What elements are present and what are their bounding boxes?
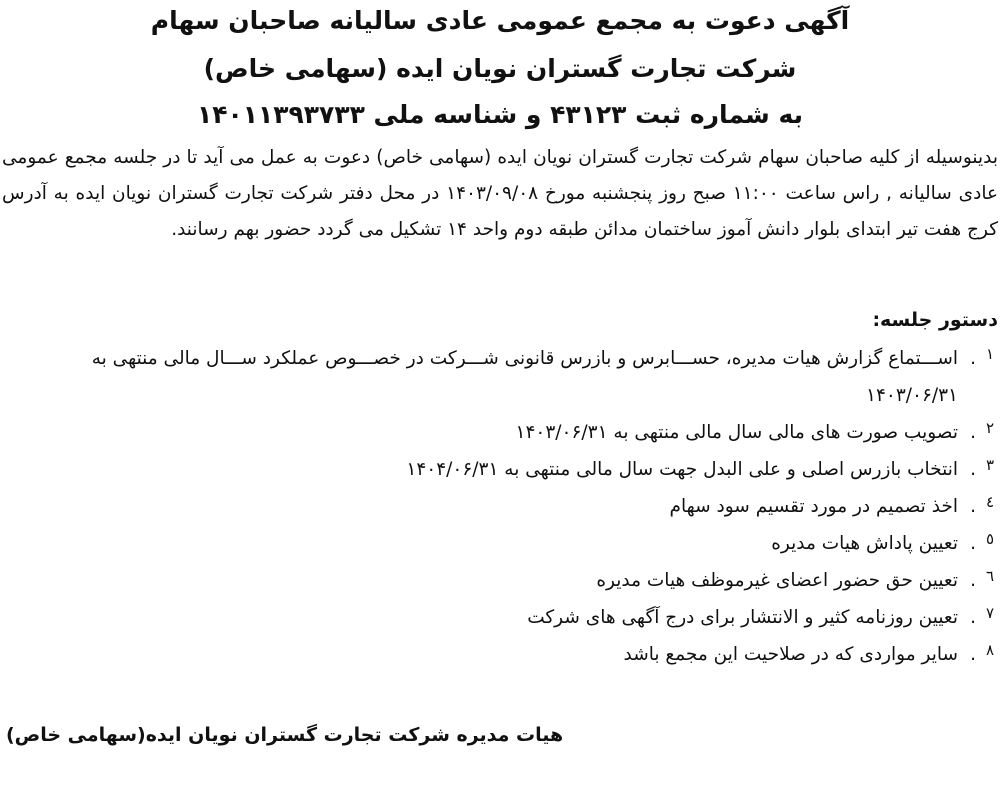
- agenda-item: ٤ . اخذ تصمیم در مورد تقسیم سود سهام: [8, 488, 998, 525]
- agenda-item-number: ۳: [985, 456, 994, 474]
- agenda-item: ۳ . انتخاب بازرس اصلی و علی البدل جهت سال مالی منتهی به ۱۴۰۴/۰۶/۳۱: [8, 451, 998, 488]
- agenda-item-text: تعیین روزنامه کثیر و الانتشار برای درج آگهی های شرکت: [527, 607, 958, 628]
- agenda-item: ۲ . تصویب صورت های مالی سال مالی منتهی به ۱۴۰۳/۰۶/۳۱: [8, 414, 998, 451]
- agenda-item-number: ٥: [985, 530, 994, 548]
- registration-info: به شماره ثبت ۴۳۱۲۳ و شناسه ملی ۱۴۰۱۱۳۹۳۷۳۳: [196, 100, 804, 129]
- agenda-item-number: ۱: [985, 345, 994, 363]
- agenda-item: ۱ . اســـتماع گزارش هیات مدیره، حســـابرس و بازرس قانونی شـــرکت در خصـــوص عملکرد ســـال مالی منتهی به ۱۴۰۳/۰۶/۳۱: [8, 340, 998, 414]
- agenda-item-number: ۲: [985, 419, 994, 437]
- agenda-item-number: ٦: [985, 567, 994, 585]
- invitation-paragraph: بدینوسیله از کلیه صاحبان سهام شرکت تجارت گستران نویان ایده (سهامی خاص) دعوت به عمل می آید تا در جلسه مجمع عمومی عادی سالیانه , راس ساعت ۱۱:۰۰ صبح روز پنجشنبه مورخ ۱۴۰۳/۰۹/۰۸ در محل دفتر شرکت تجارت گستران نویان ایده به آدرس کرج هفت تیر ابتدای بلوار دانش آموز ساختمان مدائن طبقه دوم واحد ۱۴ تشکیل می گردد حضور بهم رسانند.: [2, 147, 998, 240]
- agenda-item-text: انتخاب بازرس اصلی و علی البدل جهت سال مالی منتهی به ۱۴۰۴/۰۶/۳۱: [406, 459, 958, 480]
- agenda-item-text: اســـتماع گزارش هیات مدیره، حســـابرس و بازرس قانونی شـــرکت در خصـــوص عملکرد ســـال مالی منتهی به ۱۴۰۳/۰۶/۳۱: [91, 348, 958, 406]
- agenda-item-text: اخذ تصمیم در مورد تقسیم سود سهام: [669, 496, 958, 517]
- company-name: شرکت تجارت گستران نویان ایده (سهامی خاص): [203, 54, 797, 83]
- agenda-list: [8, 340, 998, 673]
- agenda-item-number: ٤: [985, 493, 994, 511]
- agenda-item: ۸ . سایر مواردی که در صلاحیت این مجمع باشد: [8, 636, 998, 673]
- agenda-heading: دستور جلسه:: [872, 309, 998, 331]
- agenda-item: ۷ . تعیین روزنامه کثیر و الانتشار برای درج آگهی های شرکت: [8, 599, 998, 636]
- agenda-item: ٦ . تعیین حق حضور اعضای غیرموظف هیات مدیره: [8, 562, 998, 599]
- agenda-item-text: سایر مواردی که در صلاحیت این مجمع باشد: [623, 644, 958, 665]
- agenda-item-text: تعیین پاداش هیات مدیره: [771, 533, 958, 554]
- agenda-item: ٥ . تعیین پاداش هیات مدیره: [8, 525, 998, 562]
- agenda-item-number: ۸: [985, 641, 994, 659]
- agenda-item-text: تعیین حق حضور اعضای غیرموظف هیات مدیره: [596, 570, 958, 591]
- agenda-item-text: تصویب صورت های مالی سال مالی منتهی به ۱۴۰۳/۰۶/۳۱: [515, 422, 958, 443]
- agenda-item-number: ۷: [985, 604, 994, 622]
- board-signature: هیات مدیره شرکت تجارت گستران نویان ایده(سهامی خاص): [6, 724, 564, 746]
- notice-title: آگهی دعوت به مجمع عمومی عادی سالیانه صاحبان سهام: [150, 6, 850, 35]
